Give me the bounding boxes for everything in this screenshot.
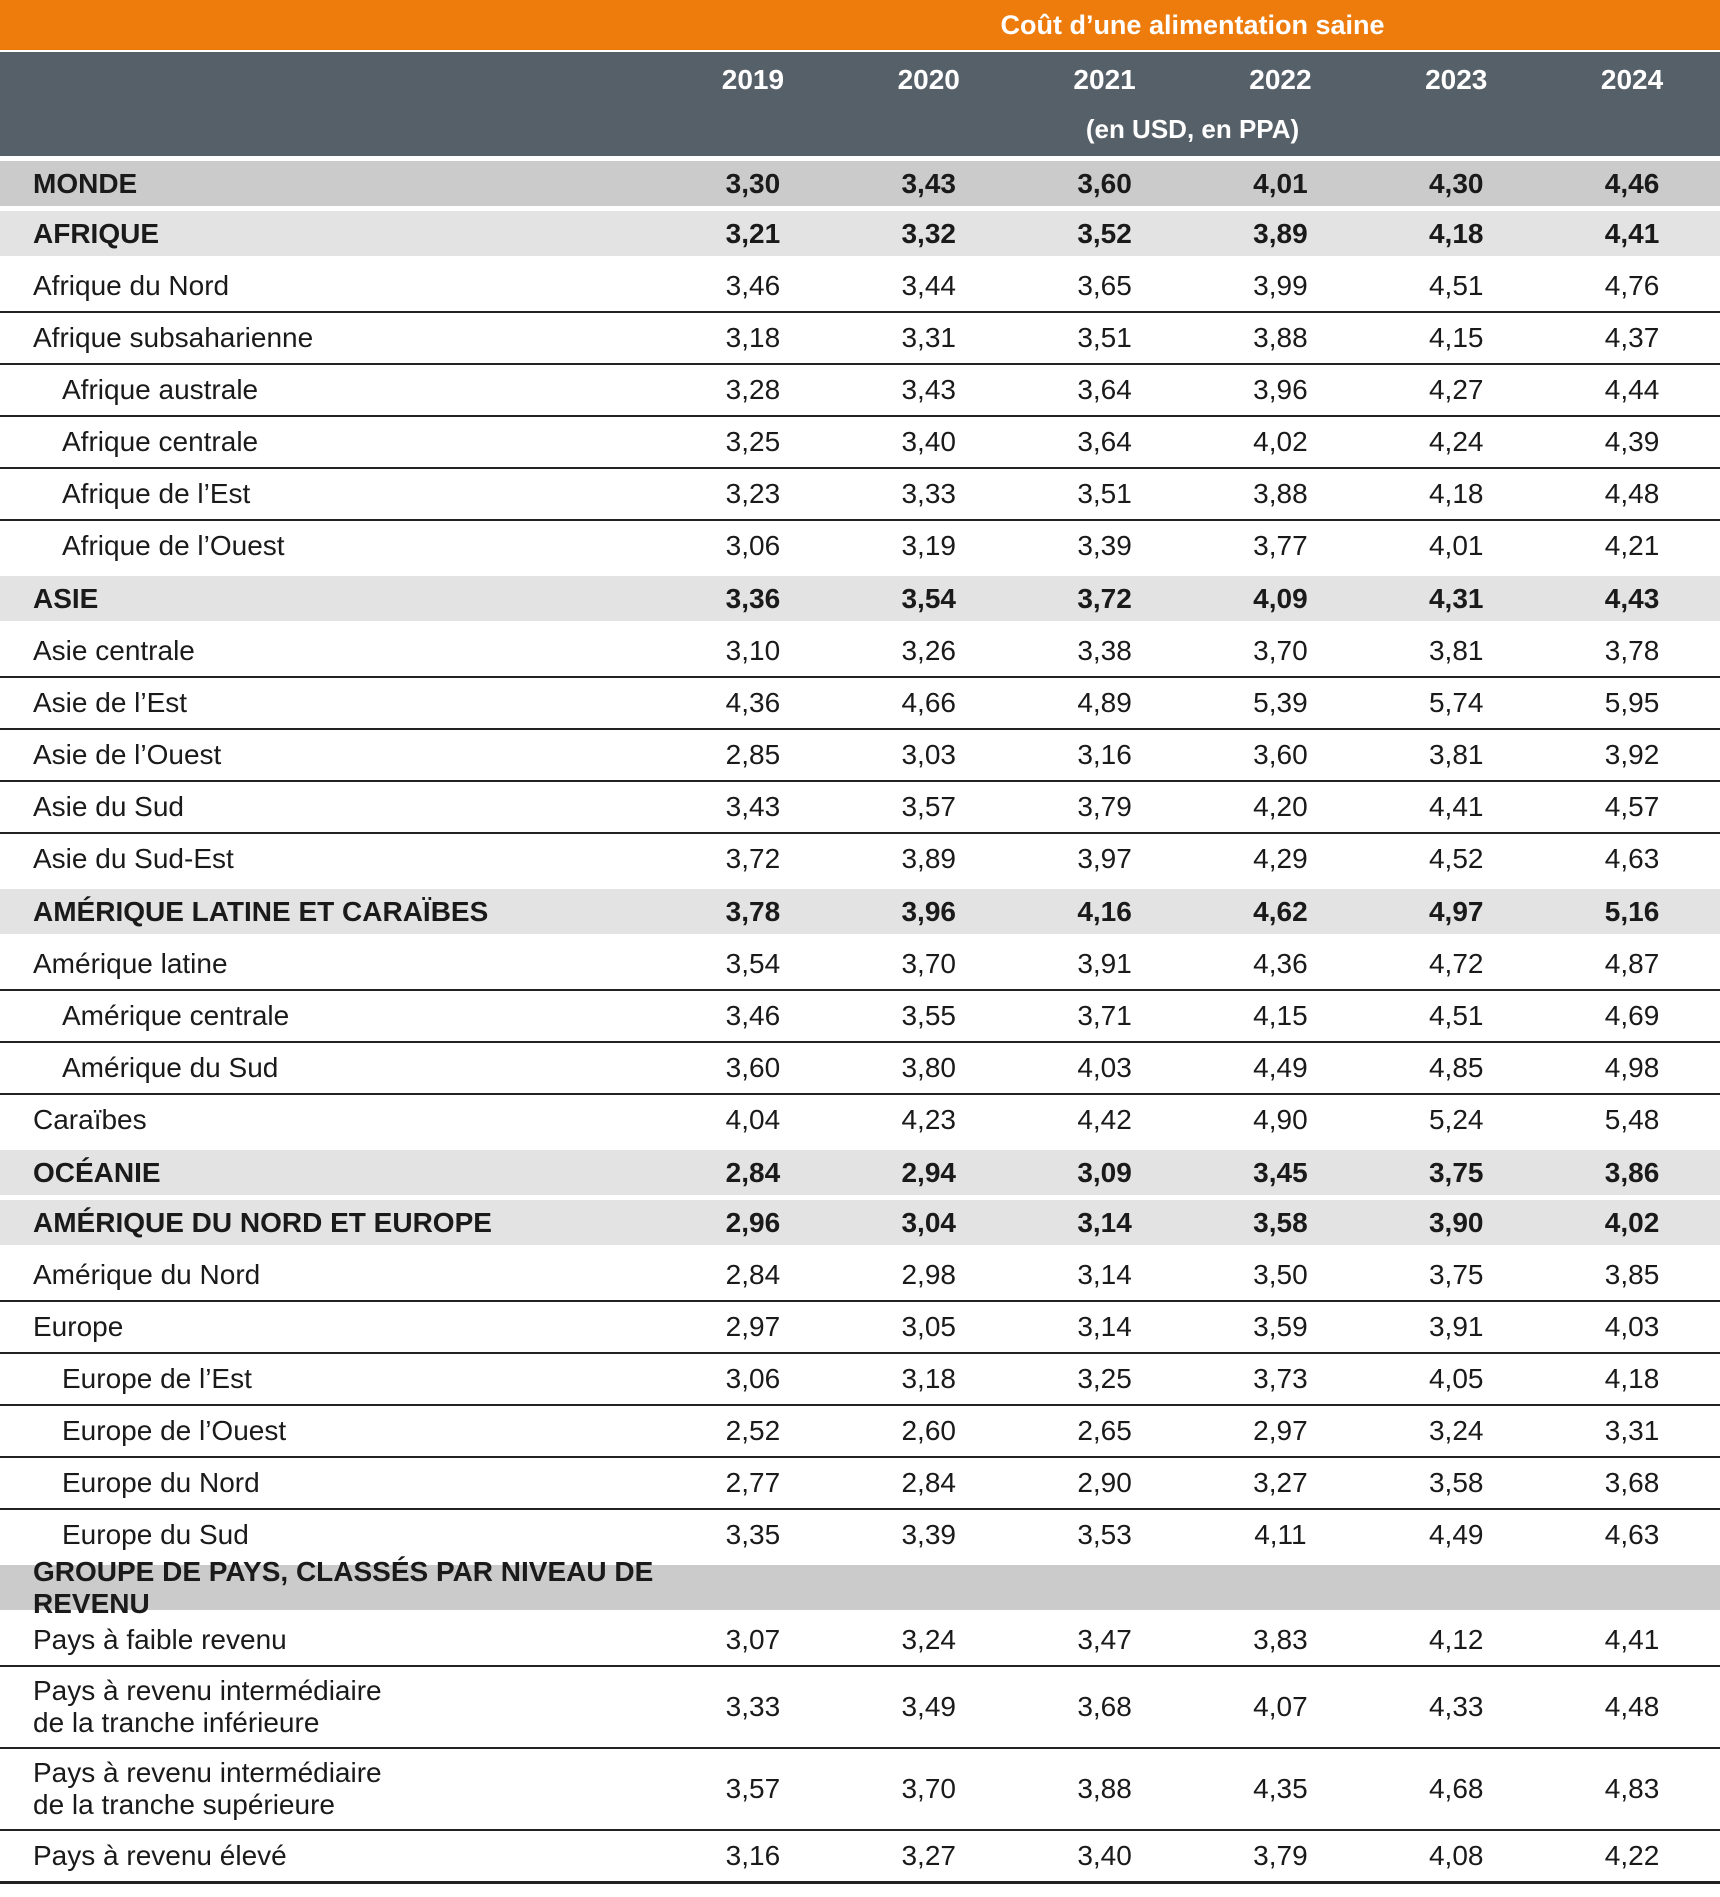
table-row [0,1747,1720,1829]
value-cell: 4,41 [1428,791,1484,822]
value-cell: 3,85 [1604,1259,1660,1290]
value-cell: 2,97 [725,1311,781,1342]
row-label: Afrique de l’Est [62,478,251,509]
value-cell: 5,24 [1428,1104,1484,1135]
value-cell: 5,74 [1428,687,1484,718]
table-row [0,1093,1720,1145]
value-cell: 3,71 [1077,1000,1132,1031]
year-header: 2022 [1249,64,1312,95]
value-cell: 3,26 [901,635,956,666]
value-cell: 4,51 [1428,270,1484,301]
row-label: AMÉRIQUE LATINE ET CARAÏBES [33,895,489,927]
value-cell: 4,18 [1604,1363,1660,1394]
table-row [0,728,1720,780]
value-cell: 4,52 [1428,843,1484,874]
value-cell: 3,23 [725,478,781,509]
value-cell: 3,96 [901,895,956,927]
value-cell: 3,78 [1604,635,1660,666]
value-cell: 3,19 [901,530,956,561]
value-cell: 4,39 [1604,426,1660,457]
value-cell: 3,96 [1253,374,1308,405]
value-cell: 3,05 [901,1311,956,1342]
row-label: AFRIQUE [33,217,159,249]
value-cell: 3,64 [1077,374,1132,405]
table-row [0,519,1720,571]
table-row [0,832,1720,884]
value-cell: 4,41 [1604,217,1660,249]
value-cell: 4,43 [1604,582,1660,614]
value-cell: 3,06 [725,1363,781,1394]
value-cell: 4,35 [1253,1773,1308,1804]
section-band-row [0,889,1720,934]
value-cell: 2,60 [901,1415,956,1446]
value-cell: 3,80 [901,1052,956,1083]
row-label [0,1675,665,1739]
value-cell: 3,31 [1604,1415,1660,1446]
value-cell: 3,78 [725,895,781,927]
row-label: Afrique australe [62,374,259,405]
value-cell: 3,79 [1253,1840,1308,1871]
table-row [0,1041,1720,1093]
value-cell: 3,57 [725,1773,781,1804]
row-label: AMÉRIQUE DU NORD ET EUROPE [33,1206,492,1238]
row-label-line1: Pays à revenu intermédiaire [33,1757,382,1788]
row-label: Europe du Nord [62,1467,260,1498]
value-cell: 5,39 [1253,687,1308,718]
value-cell: 4,69 [1604,1000,1660,1031]
table-row [0,415,1720,467]
value-cell: 4,21 [1604,530,1660,561]
value-cell: 4,48 [1604,478,1660,509]
value-cell: 3,21 [725,217,781,249]
value-cell: 3,09 [1077,1156,1132,1188]
row-label: Europe du Sud [62,1519,249,1550]
table-row [0,989,1720,1041]
value-cell: 4,12 [1428,1624,1484,1655]
row-label: Pays à faible revenu [33,1624,287,1655]
value-cell: 3,27 [1253,1467,1308,1498]
row-label: Europe de l’Ouest [62,1415,287,1446]
value-cell: 3,27 [901,1840,956,1871]
year-header: 2023 [1425,64,1488,95]
value-cell: 3,30 [725,167,781,199]
value-cell: 3,60 [725,1052,781,1083]
value-cell: 4,87 [1604,948,1660,979]
value-cell: 4,72 [1428,948,1484,979]
table-row [0,1352,1720,1404]
value-cell: 4,05 [1428,1363,1484,1394]
value-cell: 3,77 [1253,530,1308,561]
value-cell: 4,68 [1428,1773,1484,1804]
value-cell: 2,98 [901,1259,956,1290]
value-cell: 3,79 [1077,791,1132,822]
value-cell: 3,46 [725,1000,781,1031]
row-label: Caraïbes [33,1104,147,1135]
value-cell: 4,15 [1253,1000,1308,1031]
value-cell: 3,70 [1253,635,1308,666]
table-row [0,676,1720,728]
value-cell: 4,23 [901,1104,956,1135]
row-label-line1: Pays à revenu intermédiaire [33,1675,382,1706]
value-cell: 3,65 [1077,270,1132,301]
value-cell: 3,51 [1077,322,1132,353]
value-cell: 3,75 [1428,1259,1484,1290]
value-cell: 3,97 [1077,843,1132,874]
value-cell: 3,25 [1077,1363,1132,1394]
value-cell: 3,59 [1253,1311,1308,1342]
value-cell: 4,08 [1428,1840,1484,1871]
value-cell: 3,46 [725,270,781,301]
value-cell: 3,16 [1077,739,1132,770]
value-cell: 3,14 [1077,1206,1132,1238]
table-row [0,780,1720,832]
value-cell: 2,90 [1077,1467,1132,1498]
value-cell: 3,40 [1077,1840,1132,1871]
value-cell: 3,36 [725,582,781,614]
value-cell: 4,24 [1428,426,1484,457]
value-cell: 4,36 [1253,948,1308,979]
value-cell: 4,44 [1604,374,1660,405]
row-label-line2: de la tranche supérieure [33,1789,335,1820]
row-label: Amérique centrale [62,1000,290,1031]
row-label: Asie de l’Ouest [33,739,222,770]
row-label-line2: de la tranche inférieure [33,1707,320,1738]
section-band-row [0,1200,1720,1245]
value-cell: 4,18 [1428,217,1484,249]
year-header: 2024 [1600,64,1664,95]
value-cell: 3,72 [725,843,781,874]
value-cell: 2,85 [725,739,781,770]
value-cell: 4,31 [1428,582,1484,614]
value-cell: 3,68 [1604,1467,1660,1498]
table-row [0,1665,1720,1747]
title-bar [0,0,1720,50]
value-cell: 3,70 [901,1773,956,1804]
value-cell: 3,81 [1428,739,1484,770]
value-cell: 4,15 [1428,322,1484,353]
value-cell: 4,89 [1077,687,1132,718]
table-row [0,1250,1720,1300]
row-label: Afrique centrale [62,426,259,457]
value-cell: 4,22 [1604,1840,1660,1871]
value-cell: 3,39 [1077,530,1132,561]
section-band-row [0,211,1720,256]
table-row [0,1829,1720,1884]
table-row [0,626,1720,676]
value-cell: 4,51 [1428,1000,1484,1031]
row-label: Europe de l’Est [62,1363,252,1394]
value-cell: 3,88 [1253,478,1308,509]
value-cell: 4,09 [1253,582,1308,614]
value-cell: 3,40 [901,426,956,457]
value-cell: 4,20 [1253,791,1308,822]
value-cell: 4,02 [1253,426,1308,457]
value-cell: 3,91 [1428,1311,1484,1342]
value-cell: 4,03 [1604,1311,1660,1342]
value-cell: 3,91 [1077,948,1132,979]
value-cell: 3,35 [725,1519,781,1550]
value-cell: 4,62 [1253,895,1308,927]
value-cell: 4,66 [901,687,956,718]
row-label: Amérique du Nord [33,1259,261,1290]
value-cell: 2,94 [901,1156,956,1188]
row-label: Europe [33,1311,124,1342]
value-cell: 3,07 [725,1624,781,1655]
value-cell: 4,27 [1428,374,1484,405]
value-cell: 3,43 [901,167,956,199]
value-cell: 4,63 [1604,1519,1660,1550]
value-cell: 3,72 [1077,582,1132,614]
value-cell: 3,86 [1604,1156,1660,1188]
value-cell: 3,18 [901,1363,956,1394]
table-row [0,467,1720,519]
value-cell: 2,77 [725,1467,781,1498]
unit-row [0,108,1720,156]
table-header [0,52,1720,156]
row-label: GROUPE DE PAYS, CLASSÉS PAR NIVEAU DE REVENU [33,1555,654,1619]
value-cell: 2,97 [1253,1415,1308,1446]
value-cell: 3,89 [1253,217,1308,249]
value-cell: 5,95 [1604,687,1660,718]
value-cell: 3,60 [1253,739,1308,770]
value-cell: 4,03 [1077,1052,1132,1083]
value-cell: 4,57 [1604,791,1660,822]
value-cell: 3,32 [901,217,956,249]
value-cell: 5,16 [1604,895,1660,927]
title-bar-spacer [0,0,665,50]
value-cell: 4,04 [725,1104,781,1135]
value-cell: 4,85 [1428,1052,1484,1083]
value-cell: 3,43 [725,791,781,822]
table-row [0,1456,1720,1508]
value-cell: 3,28 [725,374,781,405]
value-cell: 4,30 [1428,167,1484,199]
page-title: Coût d’une alimentation saine [1000,9,1385,40]
table-row [0,1615,1720,1665]
value-cell: 4,11 [1254,1519,1307,1550]
year-header: 2020 [897,64,960,95]
value-cell: 3,45 [1253,1156,1308,1188]
value-cell: 3,39 [901,1519,956,1550]
section-band-row [0,1555,1720,1619]
value-cell: 3,03 [901,739,956,770]
value-cell: 4,29 [1253,843,1308,874]
value-cell: 3,24 [1428,1415,1484,1446]
value-cell: 3,60 [1077,167,1132,199]
value-cell: 3,10 [725,635,781,666]
value-cell: 3,89 [901,843,956,874]
row-label: Pays à revenu élevé [33,1840,287,1871]
year-header: 2019 [721,64,785,95]
table-row [0,1508,1720,1560]
value-cell: 3,52 [1077,217,1132,249]
value-cell: 4,63 [1604,843,1660,874]
value-cell: 5,48 [1604,1104,1660,1135]
value-cell: 4,02 [1604,1206,1660,1238]
value-cell: 4,49 [1428,1519,1484,1550]
value-cell: 3,16 [725,1840,781,1871]
value-cell: 4,48 [1604,1691,1660,1722]
value-cell: 4,33 [1428,1691,1484,1722]
value-cell: 3,50 [1253,1259,1308,1290]
value-cell: 3,06 [725,530,781,561]
value-cell: 3,04 [901,1206,956,1238]
value-cell: 4,18 [1428,478,1484,509]
value-cell: 4,36 [725,687,781,718]
row-label [0,1757,665,1821]
section-band-row [0,1150,1720,1195]
value-cell: 3,88 [1077,1773,1132,1804]
value-cell: 4,76 [1604,270,1660,301]
value-cell: 3,70 [901,948,956,979]
row-label: Asie de l’Est [33,687,188,718]
value-cell: 3,64 [1077,426,1132,457]
year-header: 2021 [1073,64,1136,95]
value-cell: 4,07 [1253,1691,1308,1722]
value-cell: 2,84 [725,1156,781,1188]
row-label: Asie du Sud-Est [33,843,234,874]
value-cell: 3,14 [1077,1259,1132,1290]
value-cell: 3,57 [901,791,956,822]
value-cell: 3,81 [1428,635,1484,666]
value-cell: 3,90 [1428,1206,1484,1238]
value-cell: 4,49 [1253,1052,1308,1083]
value-cell: 2,84 [725,1259,781,1290]
value-cell: 4,37 [1604,322,1660,353]
value-cell: 3,49 [901,1691,956,1722]
value-cell: 2,96 [725,1206,781,1238]
value-cell: 3,33 [901,478,956,509]
value-cell: 3,99 [1253,270,1308,301]
year-header-row [0,52,1720,108]
table-row [0,311,1720,363]
value-cell: 3,55 [901,1000,956,1031]
row-label: Afrique du Nord [33,270,230,301]
value-cell: 3,54 [725,948,781,979]
row-label: MONDE [33,167,138,199]
value-cell: 4,01 [1253,167,1308,199]
table-row [0,1404,1720,1456]
value-cell: 3,33 [725,1691,781,1722]
table-row [0,261,1720,311]
unit-note: (en USD, en PPA) [1085,114,1300,144]
value-cell: 3,25 [725,426,781,457]
row-label: Asie centrale [33,635,195,666]
table-row [0,939,1720,989]
value-cell: 3,54 [901,582,956,614]
value-cell: 3,24 [901,1624,956,1655]
value-cell: 4,98 [1604,1052,1660,1083]
value-cell: 3,43 [901,374,956,405]
value-cell: 3,44 [901,270,956,301]
section-band-row [0,161,1720,206]
row-label: Afrique subsaharienne [33,322,314,353]
value-cell: 2,65 [1077,1415,1132,1446]
value-cell: 3,53 [1077,1519,1132,1550]
value-cell: 4,42 [1077,1104,1132,1135]
value-cell: 3,83 [1253,1624,1308,1655]
value-cell: 3,58 [1253,1206,1308,1238]
value-cell: 4,83 [1604,1773,1660,1804]
value-cell: 2,84 [901,1467,956,1498]
value-cell: 3,31 [901,322,956,353]
row-label: OCÉANIE [33,1156,161,1188]
section-band-row [0,576,1720,621]
value-cell: 3,14 [1077,1311,1132,1342]
value-cell: 3,92 [1604,739,1660,770]
data-table [0,161,1720,1884]
value-cell: 3,47 [1077,1624,1132,1655]
value-cell: 3,51 [1077,478,1132,509]
value-cell: 3,18 [725,322,781,353]
value-cell: 4,90 [1253,1104,1308,1135]
row-label: Afrique de l’Ouest [62,530,285,561]
value-cell: 3,68 [1077,1691,1132,1722]
value-cell: 4,97 [1428,895,1484,927]
value-cell: 3,73 [1253,1363,1308,1394]
value-cell: 4,46 [1604,167,1660,199]
value-cell: 4,41 [1604,1624,1660,1655]
value-cell: 3,38 [1077,635,1132,666]
value-cell: 4,16 [1077,895,1132,927]
row-label: ASIE [33,582,99,614]
value-cell: 4,01 [1428,530,1484,561]
value-cell: 3,88 [1253,322,1308,353]
row-label: Amérique du Sud [62,1052,279,1083]
value-cell: 3,75 [1428,1156,1484,1188]
row-label: Asie du Sud [33,791,184,822]
row-label: Amérique latine [33,948,228,979]
table-row [0,363,1720,415]
value-cell: 3,58 [1428,1467,1484,1498]
value-cell: 2,52 [725,1415,781,1446]
table-row [0,1300,1720,1352]
